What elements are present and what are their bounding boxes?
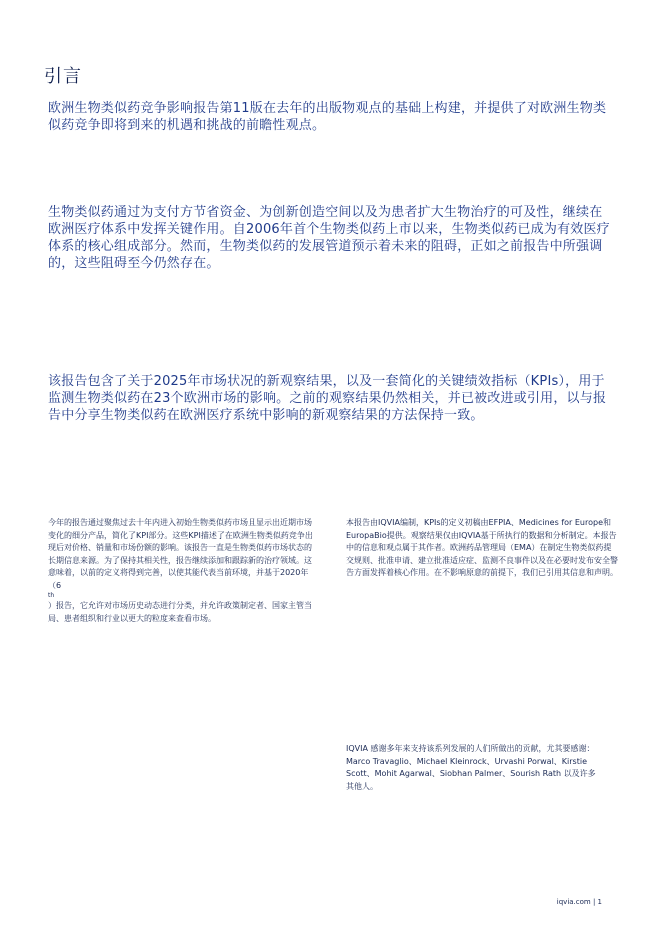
intro-paragraph-2: 生物类似药通过为支付方节省资金、为创新创造空间以及为患者扩大生物治疗的可及性，继续在欧洲医疗体系中发挥关键作用。自2006年首个生物类似药上市以来，生物类似药已成为有效医疗体系的核心组成部分。然而，生物类似药的发展管道预示着未来的阻碍，正如之前报告中所强调的，这些阻碍至今仍然存在。 xyxy=(48,205,610,271)
note-kpi-superscript: th xyxy=(48,592,55,599)
intro-paragraph-3: 该报告包含了关于2025年市场状况的新观察结果，以及一套简化的关键绩效指标（KPIs），用于监测生物类似药在23个欧洲市场的影响。之前的观察结果仍然相关，并已被改进或引用，以与报告中分享生物类似药在欧洲医疗系统中影响的新观察结果的方法保持一致。 xyxy=(48,374,607,423)
note-kpi-tail-text: ）报告，它允许对市场历史动态进行分类，并允许政策制定者、国家主管当局、患者组织和行业以更大的粒度来查看市场。 xyxy=(48,601,312,623)
note-acknowledgement: IQVIA 感谢多年来支持该系列发展的人们所做出的贡献，尤其要感谢：Marco Travaglio、Michael Kleinrock、Urvashi Porwal、Kirstie Scott、Mohit Agarwal、Siobhan Palmer、Sourish Rath 以及许多其他人。 xyxy=(346,744,596,791)
intro-paragraph-1: 欧洲生物类似药竞争影响报告第11版在去年的出版物观点的基础上构建，并提供了对欧洲生物类似药竞争即将到来的机遇和挑战的前瞻性观点。 xyxy=(48,101,607,133)
page-title: 引言 xyxy=(44,66,82,87)
page-footer: iqvia.com | 1 xyxy=(556,898,602,906)
note-kpi-main-text: 今年的报告通过聚焦过去十年内进入初始生物类似药市场且显示出近期市场变化的细分产品，简化了KPI部分。这些KPI描述了在欧洲生物类似药竞争出现后对价格、销量和市场份额的影响。该报告一直是生物类似药市场状态的长期信息来源。为了保持其相关性，报告继续添加和跟踪新的治疗领域。这意味着，以前的定义将得到完善，以使其能代表当前环境，并基于2020年（6 xyxy=(48,518,313,590)
note-kpi-simplification xyxy=(48,517,318,625)
note-iqvia-preparation: 本报告由IQVIA编制，KPIs的定义初稿由EFPIA、Medicines for Europe和EuropaBio提供。观察结果仅由IQVIA基于所执行的数据和分析制定。本报告中的信息和观点属于其作者。欧洲药品管理局（EMA）在制定生物类似药提交规则、批准申请、建立批准适应症、监测不良事件以及在必要时发布安全警告方面发挥着核心作用。在不影响原意的前提下，我们已引用其信息和声明。 xyxy=(346,518,618,577)
